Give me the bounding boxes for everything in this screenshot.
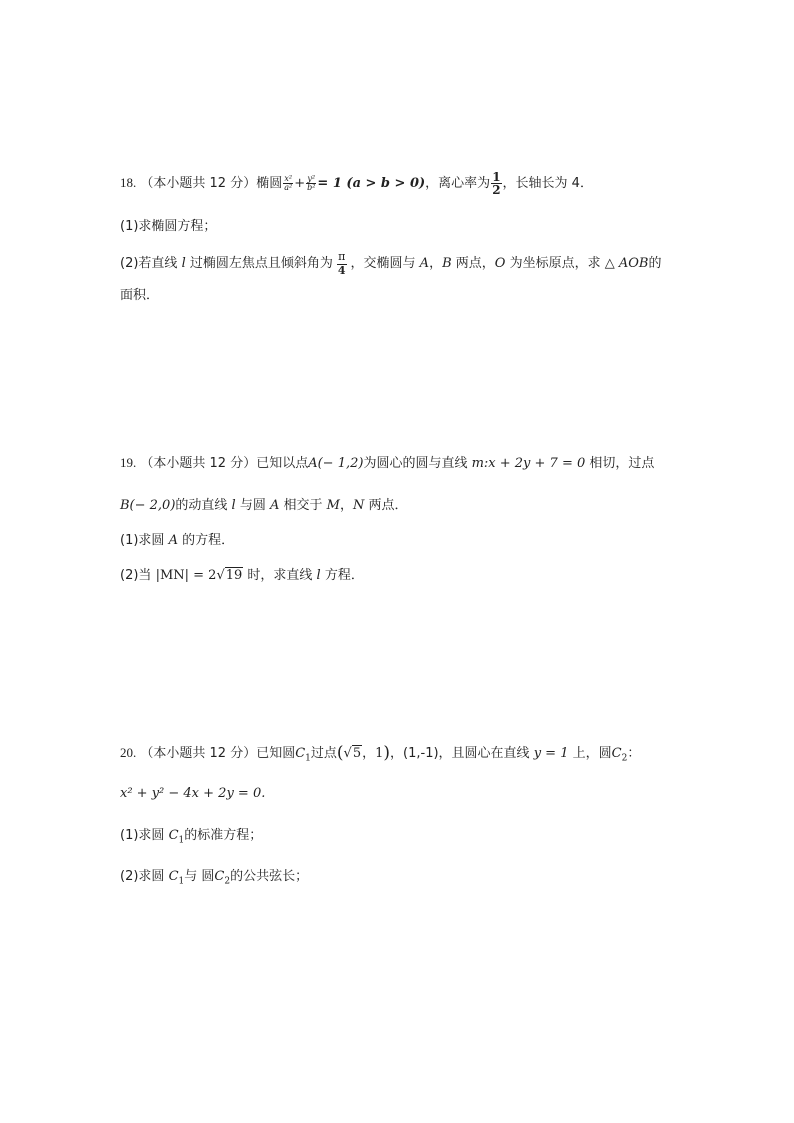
q18-part1: (1)求椭圆方程； <box>120 219 217 234</box>
q19-title-line: 19. （本小题共 12 分）已知以点A(− 1,2)为圆心的圆与直线 m:x + 2y + 7 = 0 相切，过点 <box>120 455 655 471</box>
q19-line2: B(− 2,0)的动直线 l 与圆 A 相交于 M，N 两点． <box>120 498 408 513</box>
q19-part2: (2)当 |MN| = 2√19 时，求直线 l 方程． <box>120 568 364 583</box>
sqrt-5: √5 <box>343 746 362 761</box>
q19-number: 19. <box>120 455 137 470</box>
mn-length: |MN| = 2 <box>155 568 217 583</box>
q20-part2: (2)求圆 $C_1$与 圆$C_2$的公共弦长； <box>120 869 309 887</box>
angle-fraction: $\frac{\pi}{4}$ <box>337 250 346 277</box>
ecc-text: ，离心率为 <box>425 176 491 191</box>
q18-number: 18. <box>120 175 137 190</box>
q20-circle2-equation: x² + y² − 4x + 2y = 0. <box>120 786 266 801</box>
q20-title-line: 20. （本小题共 12 分）已知圆$C_1$过点(√5，1)，(1,-1)，且圆心在直线 y = 1 上，圆$C_2$： <box>120 743 641 764</box>
sqrt-19: √19 <box>216 568 243 583</box>
q18-header: （本小题共 12 分）椭圆 <box>140 176 283 191</box>
line-y1: y = 1 <box>533 746 569 761</box>
q18-title-line <box>120 171 593 196</box>
q20-number: 20. <box>120 745 137 760</box>
y-fraction: $\frac{\text{y²}}{\text{b²}}$ <box>307 174 316 192</box>
q18-part2-line: (2)若直线 l 过椭圆左焦点且倾斜角为 $\frac{\pi}{4}$ ，交椭圆与 A，B 两点，O 为坐标原点，求 △ AOB的 <box>120 250 662 277</box>
q18-part2-tail: 面积． <box>120 288 160 303</box>
axis-text: ，长轴长为 4． <box>502 176 593 191</box>
plus: + <box>294 176 306 191</box>
x-fraction: $\frac{\text{x²}}{\text{a²}}$ <box>284 174 293 192</box>
point-a: A(− 1,2) <box>308 456 364 471</box>
q20-part1: (1)求圆 $C_1$的标准方程； <box>120 828 263 846</box>
ecc-fraction: $\frac{1}{2}$ <box>492 170 501 197</box>
ellipse-equation-rest: = 1 (a > b > 0) <box>317 176 426 191</box>
line-m: m:x + 2y + 7 = 0 <box>471 456 586 471</box>
point-b: B(− 2,0) <box>120 498 176 513</box>
q19-part1: (1)求圆 A 的方程． <box>120 533 235 548</box>
